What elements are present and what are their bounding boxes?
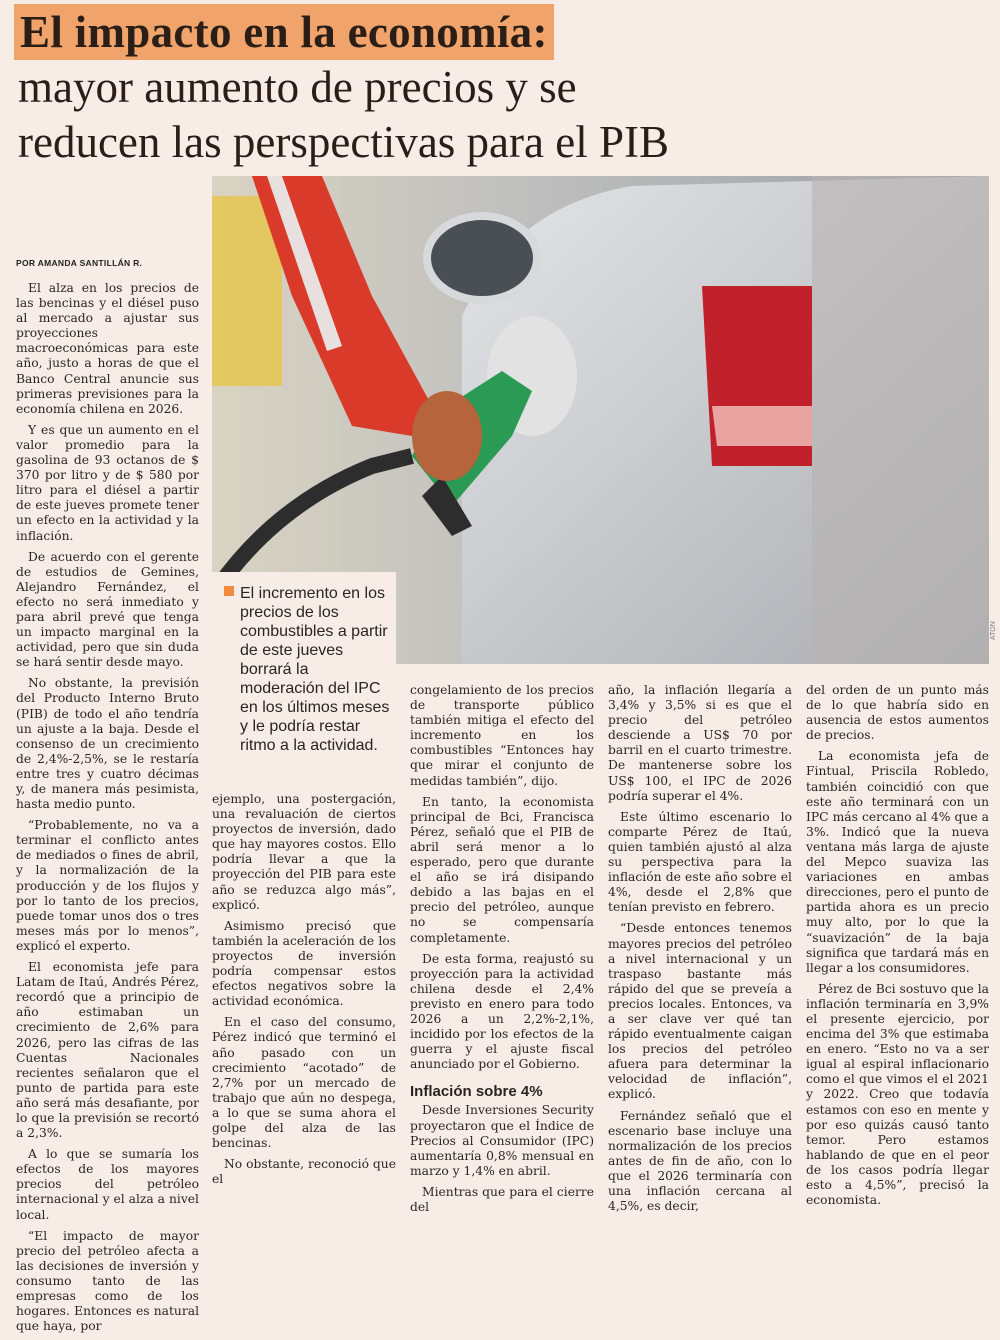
headline-line-2: mayor aumento de precios y se — [18, 62, 577, 112]
column-2 — [212, 792, 396, 1193]
paragraph: “El impacto de mayor precio del petróleo afecta a las decisiones de inversión y consumo tanto de las empresas como de los hogares. Entonces es natural que haya, por — [16, 1228, 199, 1334]
paragraph: “Probablemente, no va a terminar el conflicto antes de mediados o fines de abril, y la normalización de la producción y de los flujos y por lo tanto de los precios, puede tomar unos dos o tres meses más por lo menos”, explicó el experto. — [16, 818, 199, 953]
paragraph: Desde Inversiones Security proyectaron que el Índice de Precios al Consumidor (IPC) aumentaría 0,8% mensual en marzo y 1,4% en abril. — [410, 1103, 594, 1178]
paragraph: ejemplo, una postergación, una revaluación de ciertos proyectos de inversión, dado que hay mayores costos. Ello podría llevar a que la proyección del PIB para este año se reduzca algo más”, explicó. — [212, 792, 396, 912]
paragraph: No obstante, reconoció que el — [212, 1157, 396, 1187]
byline: POR AMANDA SANTILLÁN R. — [16, 258, 143, 268]
paragraph: “Desde entonces tenemos mayores precios del petróleo a nivel internacional y un traspaso bastante más rápido del que se preveía a precios locales. Entonces, va a ser clave ver qué tan rápido eventualmente caigan los precios del petróleo afuera para determinar la velocidad de inflación”, explicó. — [608, 921, 792, 1102]
paragraph: Este último escenario lo comparte Pérez de Itaú, quien también ajustó al alza su perspectiva para la inflación de este año sobre el 4%, desde el 2,8% que tenían previsto en febrero. — [608, 809, 792, 915]
pull-quote-text: El incremento en los precios de los combustibles a partir de este jueves borrará la moderación del IPC en los últimos meses y le podría restar ritmo a la actividad. — [240, 585, 390, 754]
section-subhead: Inflación sobre 4% — [410, 1083, 543, 1101]
paragraph: No obstante, la previsión del Producto Interno Bruto (PIB) de todo el año tendría un ajuste a la baja. Desde el consenso de un crecimiento de 2,4%-2,5%, se le restaría entre tres y cuatro décimas y, de manera más pesimista, hasta medio punto. — [16, 676, 199, 812]
paragraph: Asimismo precisó que también la aceleración de los proyectos de inversión podría compensar estos efectos negativos sobre la actividad económica. — [212, 918, 396, 1009]
paragraph: A lo que se sumaría los efectos de los mayores precios del petróleo internacional y el alza a nivel local. — [16, 1147, 199, 1222]
paragraph: congelamiento de los precios de transporte público también mitiga el efecto del incremento en los combustibles “Entonces hay que mirar el conjunto de medidas también”, dijo. — [410, 683, 594, 788]
paragraph: En tanto, la economista principal de Bci, Francisca Pérez, señaló que el PIB de abril será menor a lo esperado, pero que durante el año se irá disipando debido a las bajas en el precio del petróleo, aunque no se compensaría completamente. — [410, 794, 594, 945]
headline-line-3: reducen las perspectivas para el PIB — [18, 117, 669, 167]
paragraph: Pérez de Bci sostuvo que la inflación terminaría en 3,9% el presente ejercicio, por encima del 3% que estimaba en enero. “Esto no va a ser igual al espiral inflacionario como el que vimos el el 2021 y 2022. Creo que todavía estamos con eso en mente y por eso quizás causó tanto temor. Pero estamos hablando de que en el peor de los casos podría llegar esto a 4,5%”, precisó la economista. — [806, 981, 989, 1208]
paragraph: El economista jefe para Latam de Itaú, Andrés Pérez, recordó que a principio de año estimaban un crecimiento de 2,6% para 2026, pero las cifras de las Cuentas Nacionales recientes señalaron que el punto de partida para este año será más desafiante, por lo que la previsión se recortó a 2,3%. — [16, 960, 199, 1141]
paragraph: del orden de un punto más de lo que habría sido en ausencia de estos aumentos de precios. — [806, 683, 989, 743]
paragraph: Y es que un aumento en el valor promedio para la gasolina de 93 octanos de $ 370 por litro y de $ 580 por litro para el diésel a partir de este jueves promete tener un efecto en la actividad y la inflación. — [16, 422, 199, 543]
paragraph: En el caso del consumo, Pérez indicó que terminó el año pasado con un crecimiento “acotado” de 2,7% por un mercado de trabajo que aún no despega, a lo que se suma ahora el golpe del alza de las bencinas. — [212, 1015, 396, 1151]
column-1 — [16, 281, 199, 1340]
paragraph: Mientras que para el cierre del — [410, 1184, 594, 1214]
pull-quote — [212, 572, 396, 780]
paragraph: El alza en los precios de las bencinas y el diésel puso al mercado a ajustar sus proyecciones macroeconómicas para este año, justo a horas de que el Banco Central anuncie sus primeras previsiones para la economía chilena en 2026. — [16, 281, 199, 416]
quote-square-icon — [224, 586, 234, 596]
paragraph: Fernández señaló que el escenario base incluye una normalización de los precios antes de fin de año, con lo que el 2026 terminaría con una inflación cercana al 4,5%, es decir, — [608, 1108, 792, 1214]
paragraph: La economista jefa de Fintual, Priscila Robledo, también coincidió con que este año terminará con un IPC más cercano al 4% que a 3%. Indicó que la nueva ventana más larga de ajuste del Mepco suaviza las variaciones en ambas direcciones, pero el punto de partida ahora es un precio muy alto, por lo que la “suavización” de la baja significa que tardará más en llegar a los consumidores. — [806, 749, 989, 975]
paragraph: De esta forma, reajustó su proyección para la actividad chilena desde el 2,4% previsto en enero para todo 2026 a un 2,2%-2,1%, incidido por los efectos de la guerra y el ajuste fiscal anunciado por el Gobierno. — [410, 951, 594, 1072]
column-3 — [410, 683, 594, 1221]
paragraph: año, la inflación llegaría a 3,4% y 3,5% si es que el precio del petróleo desciende a US$ 70 por barril en el cuarto trimestre. De mantenerse sobre los US$ 100, el IPC de 2026 podría superar el 4%. — [608, 683, 792, 803]
column-4 — [608, 683, 792, 1220]
paragraph: De acuerdo con el gerente de estudios de Gemines, Alejandro Fernández, el efecto no será inmediato y para abril prevé que tenga un impacto marginal en la actividad, pero que sin duda se hará sentir desde mayo. — [16, 549, 199, 670]
column-5 — [806, 683, 989, 1214]
headline-kicker: El impacto en la economía: — [14, 4, 554, 60]
headline — [14, 4, 994, 170]
photo-credit: ATON — [990, 621, 997, 640]
